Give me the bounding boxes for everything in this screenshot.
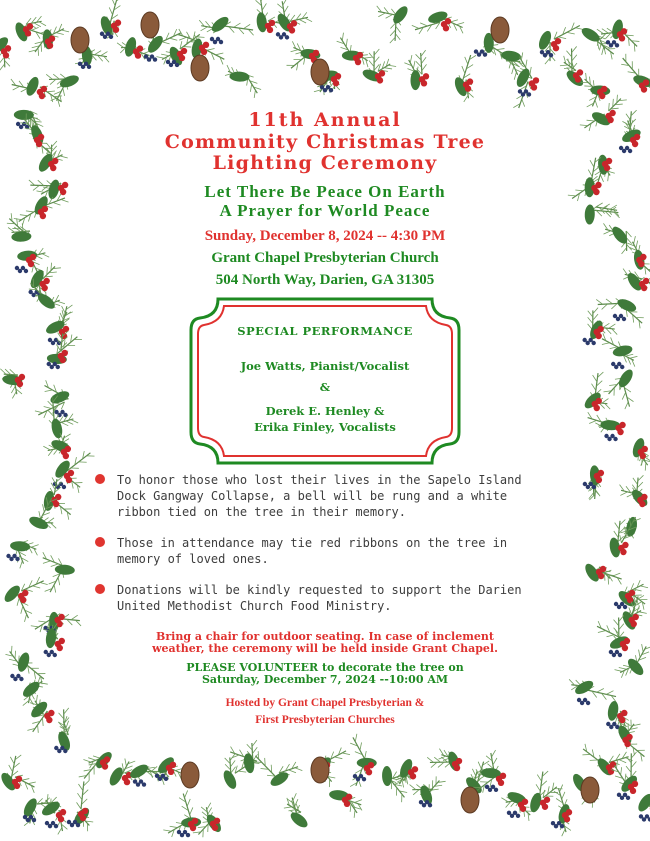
theme-line-1: Let There Be Peace On Earth	[204, 182, 446, 201]
performer-joe-watts: Joe Watts, Pianist/Vocalist	[240, 359, 410, 373]
performer-derek-henley: Derek E. Henley &	[265, 404, 385, 418]
special-performance-heading: SPECIAL PERFORMANCE	[237, 324, 413, 338]
event-date-time: Sunday, December 8, 2024 -- 4:30 PM	[204, 228, 446, 244]
bullet-dot	[95, 537, 105, 547]
title-line-1: 11th Annual	[248, 109, 402, 131]
bullet-dot	[95, 584, 105, 594]
performer-ampersand: &	[319, 380, 331, 394]
volunteer-line-2: Saturday, December 7, 2024 --10:00 AM	[201, 673, 449, 686]
performer-erika-finley: Erika Finley, Vocalists	[254, 420, 396, 434]
notice-line-1: Bring a chair for outdoor seating. In case of inclement	[156, 630, 494, 643]
event-venue: Grant Chapel Presbyterian Church	[211, 250, 439, 266]
bullet-item-red-ribbons: Those in attendance may tie red ribbons on the tree in memory of loved ones.	[117, 536, 508, 566]
host-line-2: First Presbyterian Churches	[255, 714, 395, 726]
bullet-dot	[95, 474, 105, 484]
title-line-3: Lighting Ceremony	[212, 152, 438, 174]
event-address: 504 North Way, Darien, GA 31305	[215, 272, 435, 288]
notice-line-2: weather, the ceremony will be held inside Grant Chapel.	[152, 642, 498, 655]
bullet-item-donations: Donations will be kindly requested to support the Darien United Methodist Church Food Ministry.	[117, 583, 522, 613]
title-line-2: Community Christmas Tree	[164, 131, 486, 153]
host-line-1: Hosted by Grant Chapel Presbyterian &	[225, 697, 425, 709]
bullet-item-memorial-bell: To honor those who lost their lives in the Sapelo Island Dock Gangway Collapse, a bell will be rung and a white ribbon tied on the tree in their memory.	[117, 473, 522, 519]
theme-line-2: A Prayer for World Peace	[219, 201, 431, 220]
volunteer-line-1: PLEASE VOLUNTEER to decorate the tree on	[186, 661, 464, 674]
